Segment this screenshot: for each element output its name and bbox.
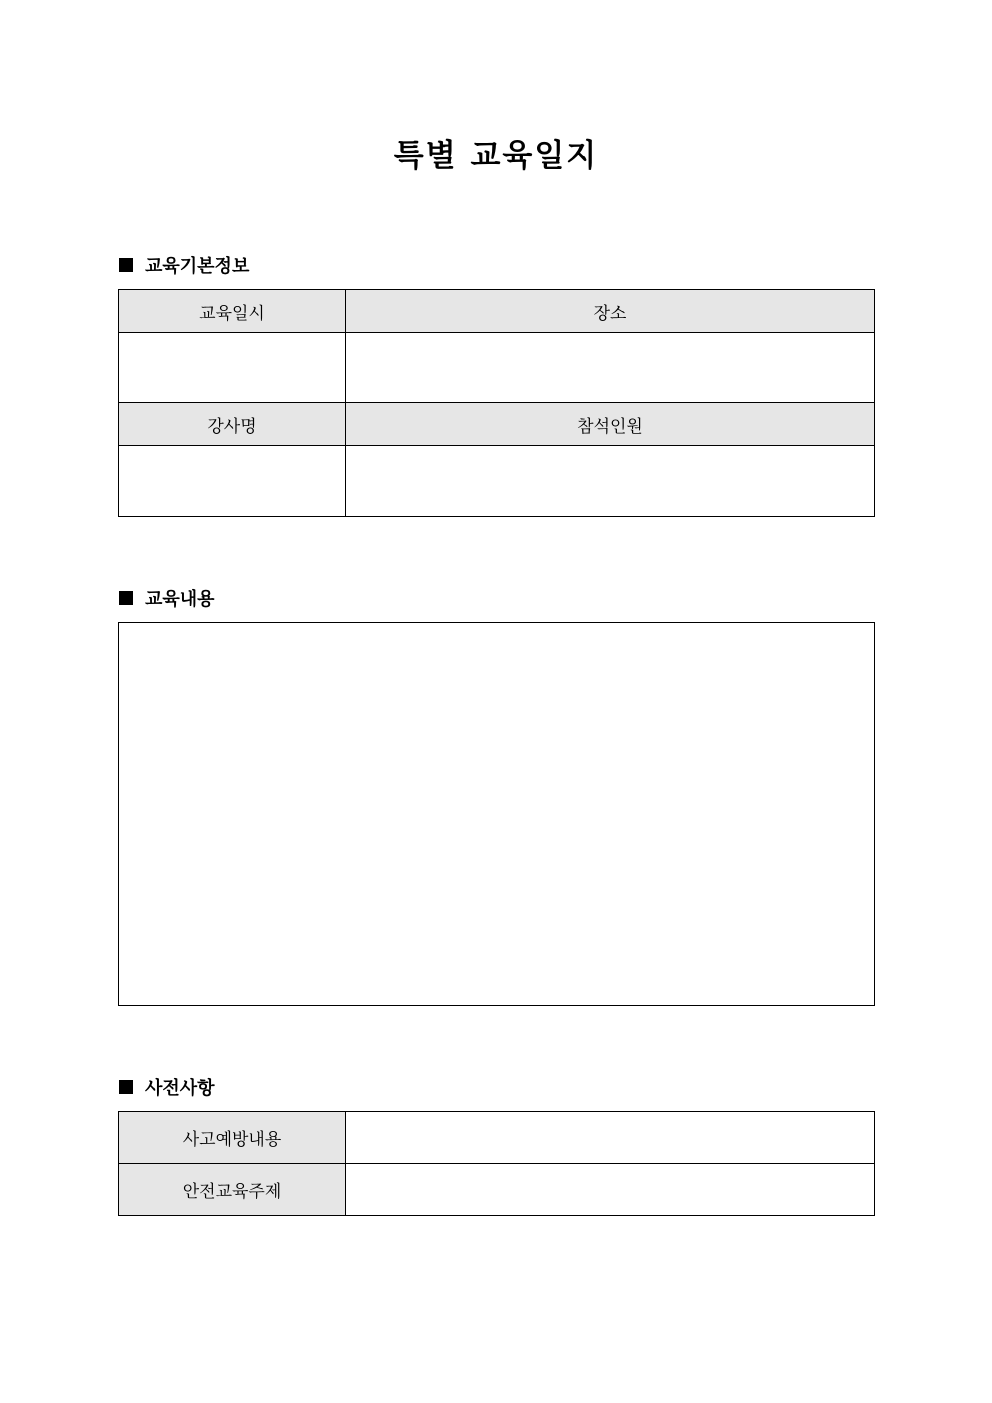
attendees-value-cell[interactable] [346,446,875,517]
content-heading [119,586,215,610]
basic-info-value-row-1 [119,333,875,403]
basic-info-heading [119,253,249,277]
location-value-cell[interactable] [346,333,875,403]
preliminary-row [119,1112,875,1164]
instructor-label-cell: 강사명 [119,403,346,446]
accident-prevention-value-cell[interactable] [346,1112,875,1164]
black-square-icon [119,258,133,272]
basic-info-table [118,289,875,517]
location-label-cell: 장소 [346,290,875,333]
attendees-label-cell: 참석인원 [346,403,875,446]
preliminary-heading [119,1075,215,1099]
content-heading-label: 교육내용 [145,589,215,610]
instructor-value-cell[interactable] [119,446,346,517]
training-content-box[interactable] [118,622,875,1006]
basic-info-header-row-1 [119,290,875,333]
black-square-icon [119,1080,133,1094]
safety-topic-value-cell[interactable] [346,1164,875,1216]
preliminary-heading-label: 사전사항 [145,1078,215,1099]
accident-prevention-label-cell: 사고예방내용 [119,1112,346,1164]
basic-info-heading-label: 교육기본정보 [145,256,250,277]
preliminary-row [119,1164,875,1216]
basic-info-header-row-2 [119,403,875,446]
black-square-icon [119,591,133,605]
basic-info-value-row-2 [119,446,875,517]
date-value-cell[interactable] [119,333,346,403]
page-title: 특별 교육일지 [393,138,599,174]
preliminary-table [118,1111,875,1216]
date-label-cell: 교육일시 [119,290,346,333]
safety-topic-label-cell: 안전교육주제 [119,1164,346,1216]
